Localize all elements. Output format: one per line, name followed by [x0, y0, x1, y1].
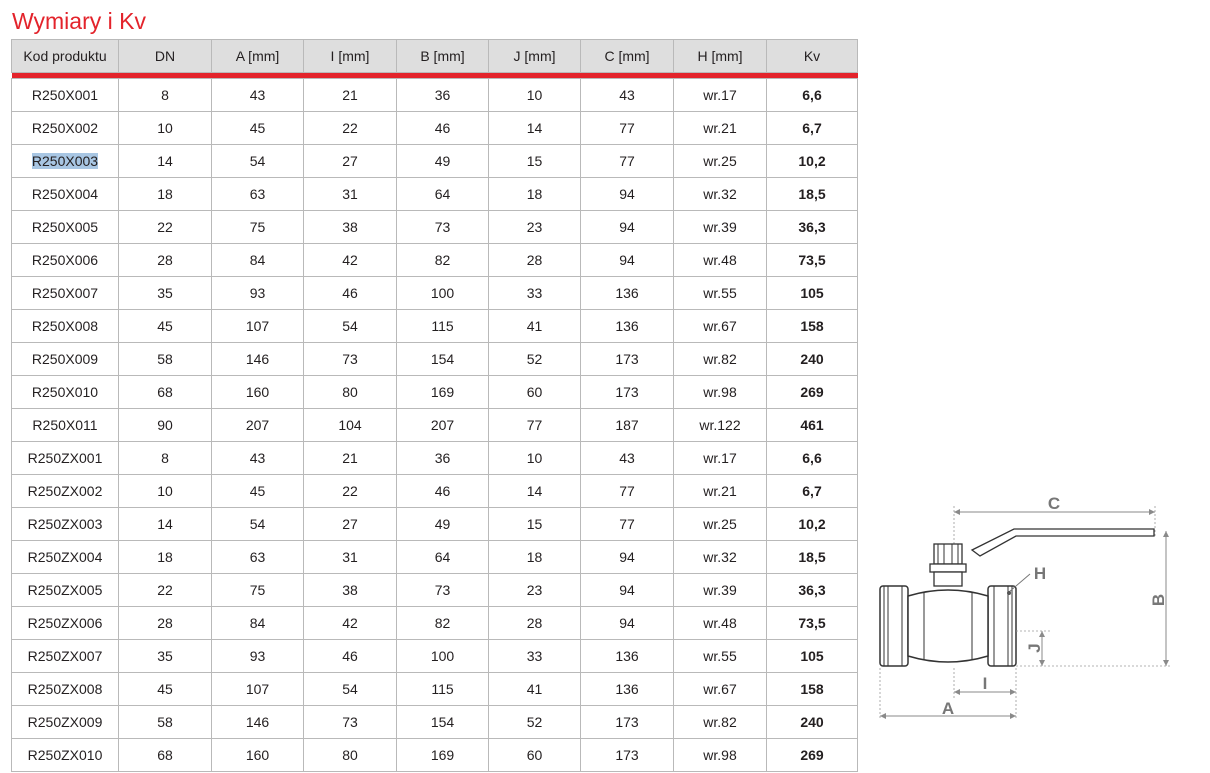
table-row [12, 607, 858, 640]
table-cell: 73 [304, 706, 397, 739]
product-code-cell: R250ZX008 [12, 673, 119, 706]
table-cell: 94 [581, 574, 674, 607]
column-header: H [mm] [674, 40, 767, 73]
table-cell: 43 [581, 442, 674, 475]
table-cell: 31 [304, 178, 397, 211]
table-cell: wr.55 [674, 640, 767, 673]
table-cell: 38 [304, 574, 397, 607]
table-cell: 207 [212, 409, 304, 442]
kv-cell: 73,5 [767, 607, 858, 640]
table-cell: 8 [119, 79, 212, 112]
table-cell: 173 [581, 343, 674, 376]
table-cell: 94 [581, 541, 674, 574]
column-header: J [mm] [489, 40, 581, 73]
table-cell: wr.98 [674, 739, 767, 772]
table-cell: 10 [489, 79, 581, 112]
table-cell: 10 [119, 112, 212, 145]
table-cell: 10 [489, 442, 581, 475]
table-cell: wr.25 [674, 145, 767, 178]
table-cell: 45 [212, 475, 304, 508]
table-cell: 169 [397, 739, 489, 772]
column-header: C [mm] [581, 40, 674, 73]
product-code-cell: R250X005 [12, 211, 119, 244]
table-row [12, 277, 858, 310]
table-cell: 52 [489, 706, 581, 739]
kv-cell: 240 [767, 706, 858, 739]
table-row [12, 739, 858, 772]
table-cell: wr.21 [674, 112, 767, 145]
page-title: Wymiary i Kv [12, 8, 146, 34]
table-cell: 42 [304, 607, 397, 640]
table-cell: 160 [212, 739, 304, 772]
table-cell: 64 [397, 541, 489, 574]
table-cell: wr.82 [674, 343, 767, 376]
table-cell: 68 [119, 739, 212, 772]
kv-cell: 105 [767, 277, 858, 310]
product-code-cell: R250X010 [12, 376, 119, 409]
table-cell: 77 [581, 508, 674, 541]
table-cell: 14 [119, 145, 212, 178]
column-header: Kv [767, 40, 858, 73]
table-cell: 36 [397, 442, 489, 475]
product-code-cell: R250ZX005 [12, 574, 119, 607]
table-row [12, 706, 858, 739]
table-cell: 169 [397, 376, 489, 409]
table-cell: 173 [581, 739, 674, 772]
table-cell: 136 [581, 673, 674, 706]
table-cell: 100 [397, 640, 489, 673]
table-cell: 115 [397, 673, 489, 706]
table-row [12, 343, 858, 376]
label-j: J [1025, 643, 1044, 653]
table-cell: 100 [397, 277, 489, 310]
table-cell: 41 [489, 673, 581, 706]
table-cell: 28 [119, 244, 212, 277]
table-cell: 54 [304, 673, 397, 706]
table-cell: 33 [489, 277, 581, 310]
table-row [12, 178, 858, 211]
table-cell: 23 [489, 574, 581, 607]
table-cell: wr.32 [674, 178, 767, 211]
table-cell: 41 [489, 310, 581, 343]
table-cell: 14 [489, 112, 581, 145]
table-cell: 146 [212, 343, 304, 376]
label-h: H [1033, 564, 1047, 583]
kv-cell: 240 [767, 343, 858, 376]
kv-cell: 10,2 [767, 145, 858, 178]
kv-cell: 18,5 [767, 178, 858, 211]
table-row [12, 673, 858, 706]
table-row [12, 211, 858, 244]
table-row [12, 376, 858, 409]
table-cell: 64 [397, 178, 489, 211]
kv-cell: 36,3 [767, 211, 858, 244]
table-cell: 38 [304, 211, 397, 244]
table-cell: 73 [304, 343, 397, 376]
table-cell: 68 [119, 376, 212, 409]
product-code-cell: R250X004 [12, 178, 119, 211]
table-cell: 43 [212, 79, 304, 112]
kv-cell: 269 [767, 739, 858, 772]
table-row [12, 112, 858, 145]
table-cell: 46 [397, 475, 489, 508]
product-code-cell: R250X008 [12, 310, 119, 343]
kv-cell: 6,6 [767, 442, 858, 475]
table-cell: 18 [489, 541, 581, 574]
table-cell: wr.32 [674, 541, 767, 574]
table-cell: 63 [212, 541, 304, 574]
table-row [12, 574, 858, 607]
table-cell: wr.39 [674, 211, 767, 244]
table-cell: 14 [119, 508, 212, 541]
product-code-cell: R250X009 [12, 343, 119, 376]
table-cell: 94 [581, 607, 674, 640]
table-cell: 54 [304, 310, 397, 343]
table-cell: 93 [212, 640, 304, 673]
table-cell: 136 [581, 640, 674, 673]
product-code-cell: R250ZX006 [12, 607, 119, 640]
table-row [12, 508, 858, 541]
product-code-cell: R250ZX010 [12, 739, 119, 772]
table-cell: 75 [212, 211, 304, 244]
kv-cell: 6,6 [767, 79, 858, 112]
product-code-cell: R250ZX002 [12, 475, 119, 508]
table-cell: wr.17 [674, 442, 767, 475]
column-header: DN [119, 40, 212, 73]
table-cell: 154 [397, 343, 489, 376]
table-cell: 28 [119, 607, 212, 640]
table-cell: 54 [212, 145, 304, 178]
table-cell: 73 [397, 211, 489, 244]
table-cell: 43 [212, 442, 304, 475]
table-cell: 77 [581, 145, 674, 178]
dimensions-table [11, 39, 858, 772]
product-code-cell [12, 145, 119, 178]
table-cell: 28 [489, 244, 581, 277]
product-code-cell: R250X001 [12, 79, 119, 112]
kv-cell: 73,5 [767, 244, 858, 277]
label-b: B [1149, 593, 1168, 607]
table-cell: 49 [397, 145, 489, 178]
table-cell: 115 [397, 310, 489, 343]
table-cell: 23 [489, 211, 581, 244]
table-cell: 43 [581, 79, 674, 112]
table-cell: 107 [212, 310, 304, 343]
product-code-cell: R250X006 [12, 244, 119, 277]
table-cell: 60 [489, 739, 581, 772]
table-cell: 58 [119, 343, 212, 376]
table-cell: 80 [304, 739, 397, 772]
table-cell: 82 [397, 607, 489, 640]
table-cell: wr.55 [674, 277, 767, 310]
table-cell: 33 [489, 640, 581, 673]
table-cell: 52 [489, 343, 581, 376]
table-row [12, 145, 858, 178]
table-cell: 22 [119, 211, 212, 244]
kv-cell: 18,5 [767, 541, 858, 574]
table-cell: 136 [581, 310, 674, 343]
table-cell: 93 [212, 277, 304, 310]
table-cell: 160 [212, 376, 304, 409]
table-cell: 45 [212, 112, 304, 145]
kv-cell: 158 [767, 310, 858, 343]
kv-cell: 10,2 [767, 508, 858, 541]
kv-cell: 36,3 [767, 574, 858, 607]
table-cell: 46 [397, 112, 489, 145]
ball-valve-diagram [872, 488, 1177, 723]
column-header: A [mm] [212, 40, 304, 73]
table-cell: 107 [212, 673, 304, 706]
table-cell: 22 [304, 112, 397, 145]
column-header: Kod produktu [12, 40, 119, 73]
table-cell: 84 [212, 607, 304, 640]
table-cell: wr.82 [674, 706, 767, 739]
table-cell: 207 [397, 409, 489, 442]
table-row [12, 541, 858, 574]
table-cell: 18 [119, 178, 212, 211]
table-cell: 45 [119, 673, 212, 706]
column-header: B [mm] [397, 40, 489, 73]
table-cell: 77 [581, 475, 674, 508]
table-cell: 63 [212, 178, 304, 211]
product-code-cell: R250ZX001 [12, 442, 119, 475]
product-code-cell: R250ZX003 [12, 508, 119, 541]
table-header [12, 40, 858, 73]
table-cell: wr.98 [674, 376, 767, 409]
table-row [12, 640, 858, 673]
table-cell: 84 [212, 244, 304, 277]
kv-cell: 158 [767, 673, 858, 706]
selected-text[interactable]: R250X003 [31, 153, 99, 169]
table-cell: 18 [119, 541, 212, 574]
table-row [12, 310, 858, 343]
table-cell: 46 [304, 277, 397, 310]
table-cell: wr.48 [674, 607, 767, 640]
table-cell: 27 [304, 145, 397, 178]
product-code-cell: R250ZX009 [12, 706, 119, 739]
table-cell: 35 [119, 640, 212, 673]
table-cell: wr.67 [674, 673, 767, 706]
table-cell: 46 [304, 640, 397, 673]
table-cell: 15 [489, 508, 581, 541]
table-cell: 73 [397, 574, 489, 607]
kv-cell: 461 [767, 409, 858, 442]
kv-cell: 105 [767, 640, 858, 673]
table-cell: wr.39 [674, 574, 767, 607]
table-cell: wr.67 [674, 310, 767, 343]
table-cell: 22 [119, 574, 212, 607]
table-cell: 187 [581, 409, 674, 442]
table-cell: 94 [581, 244, 674, 277]
table-cell: 54 [212, 508, 304, 541]
table-row [12, 409, 858, 442]
product-code-cell: R250X002 [12, 112, 119, 145]
table-cell: 80 [304, 376, 397, 409]
table-cell: 75 [212, 574, 304, 607]
table-cell: 35 [119, 277, 212, 310]
table-cell: wr.48 [674, 244, 767, 277]
table-cell: wr.122 [674, 409, 767, 442]
label-a: A [941, 699, 955, 718]
table-cell: 49 [397, 508, 489, 541]
table-cell: 21 [304, 79, 397, 112]
table-cell: 173 [581, 706, 674, 739]
table-cell: 42 [304, 244, 397, 277]
table-cell: 82 [397, 244, 489, 277]
kv-cell: 6,7 [767, 112, 858, 145]
table-cell: 146 [212, 706, 304, 739]
table-cell: 28 [489, 607, 581, 640]
table-cell: 8 [119, 442, 212, 475]
product-code-cell: R250ZX007 [12, 640, 119, 673]
table-cell: 31 [304, 541, 397, 574]
product-code-cell: R250X011 [12, 409, 119, 442]
table-cell: 77 [581, 112, 674, 145]
table-cell: 94 [581, 211, 674, 244]
table-cell: 22 [304, 475, 397, 508]
table-row [12, 244, 858, 277]
table-cell: wr.17 [674, 79, 767, 112]
table-row [12, 475, 858, 508]
table-cell: 15 [489, 145, 581, 178]
table-cell: 173 [581, 376, 674, 409]
column-header: I [mm] [304, 40, 397, 73]
table-row [12, 79, 858, 112]
table-cell: 136 [581, 277, 674, 310]
product-code-cell: R250ZX004 [12, 541, 119, 574]
table-cell: 60 [489, 376, 581, 409]
table-cell: 90 [119, 409, 212, 442]
table-cell: wr.25 [674, 508, 767, 541]
table-cell: 77 [489, 409, 581, 442]
table-cell: 14 [489, 475, 581, 508]
table-cell: 154 [397, 706, 489, 739]
table-cell: 21 [304, 442, 397, 475]
kv-cell: 6,7 [767, 475, 858, 508]
table-cell: wr.21 [674, 475, 767, 508]
table-cell: 27 [304, 508, 397, 541]
kv-cell: 269 [767, 376, 858, 409]
table-cell: 36 [397, 79, 489, 112]
table-cell: 104 [304, 409, 397, 442]
table-cell: 10 [119, 475, 212, 508]
table-cell: 18 [489, 178, 581, 211]
table-cell: 94 [581, 178, 674, 211]
label-c: C [1047, 494, 1061, 513]
product-code-cell: R250X007 [12, 277, 119, 310]
table-cell: 45 [119, 310, 212, 343]
table-cell: 58 [119, 706, 212, 739]
table-row [12, 442, 858, 475]
label-i: I [982, 674, 988, 693]
